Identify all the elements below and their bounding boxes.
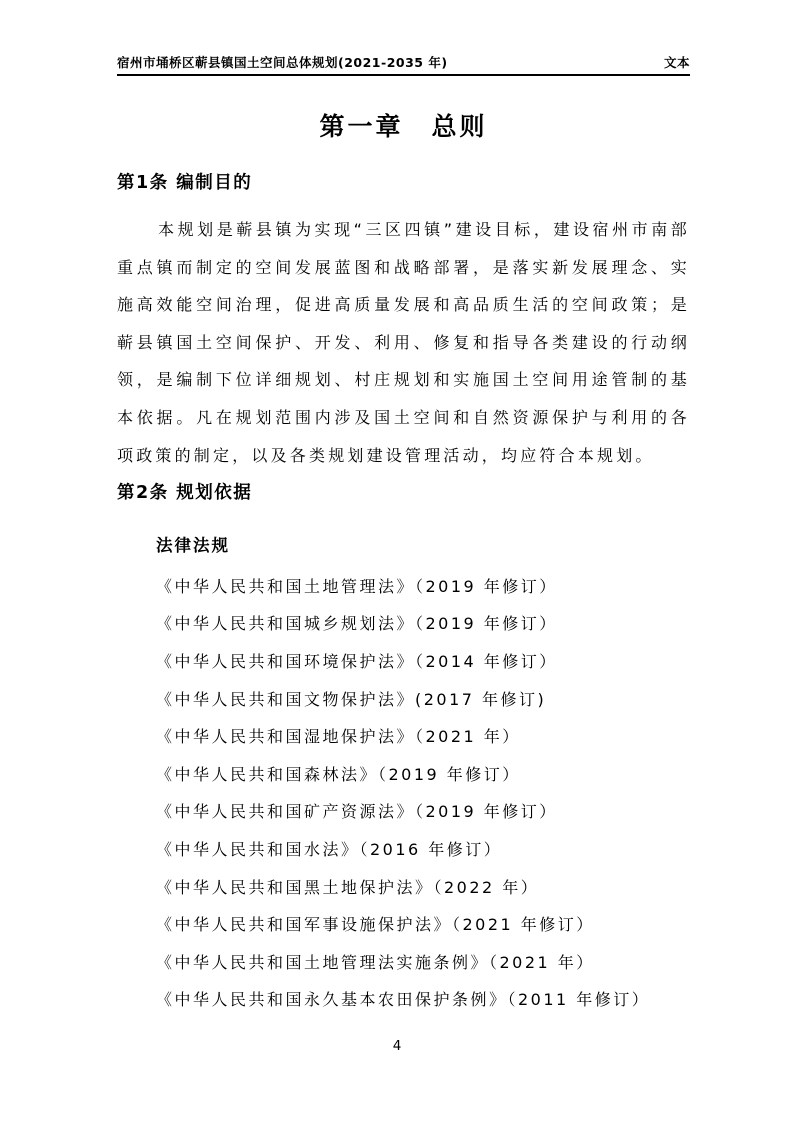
page-number: 4	[392, 1038, 402, 1054]
law-item: 《中华人民共和国水法》（2016 年修订）	[156, 839, 503, 859]
law-item: 《中华人民共和国永久基本农田保护条例》（2011 年修订）	[156, 990, 651, 1010]
law-item: 《中华人民共和国城乡规划法》（2019 年修订）	[156, 614, 558, 634]
law-item: 《中华人民共和国黑土地保护法》（2022 年）	[156, 877, 540, 897]
law-item: 《中华人民共和国森林法》（2019 年修订）	[156, 764, 521, 784]
header-document-title: 宿州市埇桥区蕲县镇国土空间总体规划(2021-2035 年)	[117, 55, 448, 70]
chapter-title: 第一章 总则	[319, 112, 488, 141]
law-item: 《中华人民共和国矿产资源法》（2019 年修订）	[156, 802, 558, 822]
law-list	[117, 568, 690, 1019]
law-item: 《中华人民共和国环境保护法》（2014 年修订）	[156, 651, 558, 671]
law-item: 《中华人民共和国土地管理法》（2019 年修订）	[156, 576, 558, 596]
law-category-subheading: 法律法规	[156, 536, 230, 556]
article-1-paragraph: 本规划是蕲县镇为实现“三区四镇”建设目标，建设宿州市南部重点镇而制定的空间发展蓝图和战略部署，是落实新发展理念、实施高效能空间治理，促进高质量发展和高品质生活的空间政策；是蕲县镇国土空间保护、开发、利用、修复和指导各类建设的行动纲领，是编制下位详细规划、村庄规划和实施国土空间用途管制的基本依据。凡在规划范围内涉及国土空间和自然资源保护与利用的各项政策的制定，以及各类规划建设管理活动，均应符合本规划。	[117, 220, 690, 465]
page-content	[117, 0, 690, 1019]
law-item: 《中华人民共和国文物保护法》(2017 年修订)	[156, 689, 547, 709]
law-item: 《中华人民共和国军事设施保护法》（2021 年修订）	[156, 915, 595, 935]
law-item: 《中华人民共和国湿地保护法》（2021 年）	[156, 727, 521, 747]
page-header	[117, 0, 690, 76]
article-1-heading: 第1条 编制目的	[117, 173, 253, 193]
article-2-heading: 第2条 规划依据	[117, 483, 253, 504]
header-doc-type: 文本	[663, 55, 690, 70]
law-item: 《中华人民共和国土地管理法实施条例》（2021 年）	[156, 952, 595, 972]
